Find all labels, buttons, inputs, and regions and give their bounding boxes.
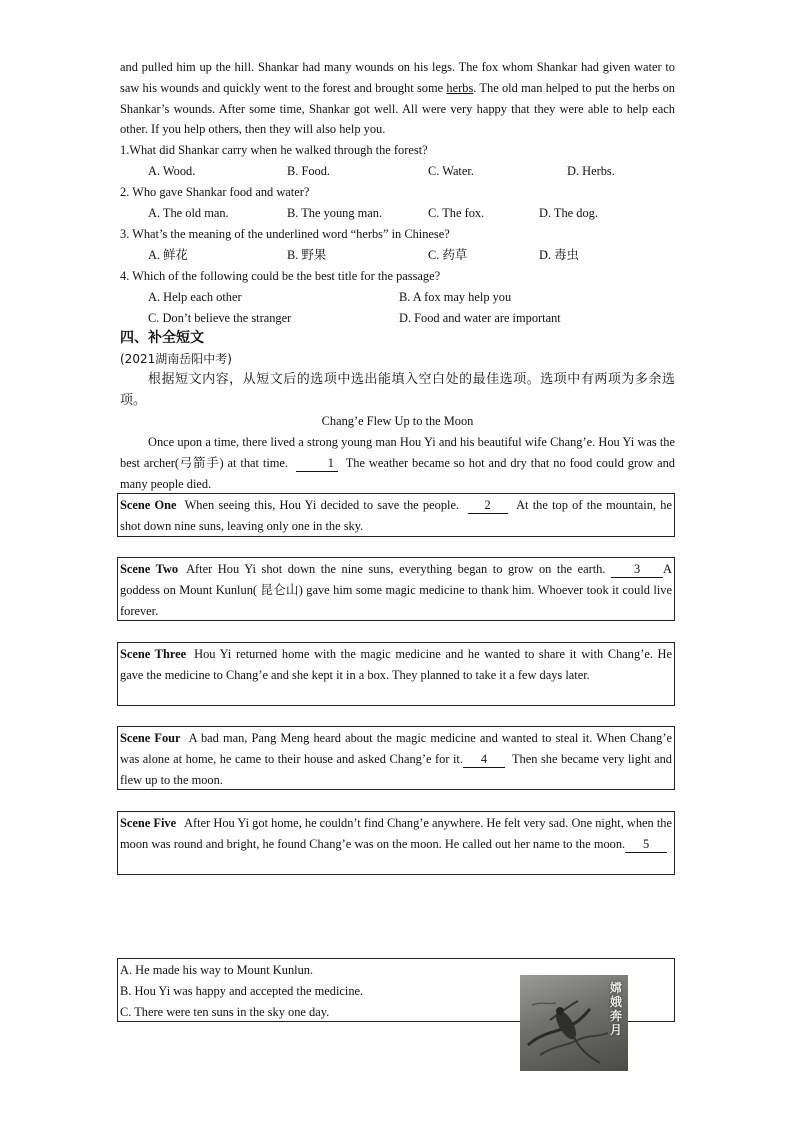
q3-option-b[interactable]: B. 野果 [287,248,327,262]
blank-4[interactable]: 4 [463,751,505,768]
story-title: Chang’e Flew Up to the Moon [321,414,474,428]
intro-text: The weather became so hot and dry that no food could grow and many people died. [120,455,675,491]
q3-option-c[interactable]: C. 药草 [428,248,468,262]
q2-option-b[interactable]: B. The young man. [287,206,383,220]
section-title: 四、补全短文 [120,330,204,346]
choice-c[interactable]: C. There were ten suns in the sky one day. [120,1004,330,1019]
scene-label: Scene Three [120,647,187,661]
blank-2[interactable]: 2 [468,497,508,514]
change-painting-image [520,975,628,1071]
q3-option-a[interactable]: A. 鲜花 [148,248,188,262]
scene-five-box [117,811,675,875]
question-2-stem: 2. Who gave Shankar food and water? [120,185,310,199]
q4-option-c[interactable]: C. Don’t believe the stranger [148,311,292,325]
q2-option-c[interactable]: C. The fox. [428,206,485,220]
scene-label: Scene Five [120,816,177,830]
scene-two-box [117,557,675,621]
scene-text: Then she became very light and flew up to the moon. [120,751,672,787]
q1-option-d[interactable]: D. Herbs. [567,164,615,178]
scene-text: At the top of the mountain, he shot down nine suns, leaving only one in the sky. [120,498,672,533]
choice-a[interactable]: A. He made his way to Mount Kunlun. [120,963,314,977]
blank-3[interactable]: 3 [611,561,663,578]
scene-text: After Hou Yi got home, he couldn’t find Chang’e anywhere. He felt very sad. One night, when the moon was round and bright, he found Chang’e was on the moon. He called out her name to the moon. [120,816,672,851]
question-3-stem: 3. What’s the meaning of the underlined word “herbs” in Chinese? [120,227,450,241]
scene-text: A goddess on Mount Kunlun( 昆仑山) gave him some magic medicine to thank him. Whoever took it could live forever. [120,562,672,618]
painting-title: 嫦娥奔月 [610,981,623,1037]
scene-text: Hou Yi returned home with the magic medicine and he wanted to share it with Chang’e. He gave the medicine to Chang’e and she kept it in a box. They planned to take it a few days later. [120,647,672,682]
q2-option-d[interactable]: D. The dog. [539,206,598,220]
q3-option-d[interactable]: D. 毒虫 [539,248,579,262]
question-1-stem: 1.What did Shankar carry when he walked through the forest? [120,143,428,157]
scene-four-box [117,726,675,790]
scene-text: A bad man, Pang Meng heard about the magic medicine and wanted to steal it. When Chang’e was alone at home, he came to their house and asked Chang’e for it. [120,731,672,766]
scene-three-box [117,642,675,706]
section-source: (2021湖南岳阳中考) [120,352,232,366]
q1-option-b[interactable]: B. Food. [287,164,331,178]
q4-option-a[interactable]: A. Help each other [148,290,242,304]
scene-label: Scene Four [120,731,181,745]
q4-option-b[interactable]: B. A fox may help you [399,290,512,304]
section-instruction: 根据短文内容，从短文后的选项中选出能填入空白处的最佳选项。选项中有两项为多余选项。 [120,372,675,408]
q4-option-d[interactable]: D. Food and water are important [399,311,561,325]
q1-option-a[interactable]: A. Wood. [148,164,196,178]
passage-text: and pulled him up the hill. Shankar had many wounds on his legs. The fox whom Shankar had given water to saw his wounds and quickly went to the forest and brought some [120,60,675,95]
q2-option-a[interactable]: A. The old man. [148,206,229,220]
scene-one-box [117,493,675,537]
question-4-stem: 4. Which of the following could be the best title for the passage? [120,269,441,283]
scene-text: When seeing this, Hou Yi decided to save the people. [184,498,460,512]
underlined-word-herbs: herbs [446,80,474,95]
passage-text: . The old man helped to put the herbs on Shankar’s wounds. After some time, Shankar got well. All were very happy that they were able to help each other. If you help others, then they will also help you. [120,80,675,137]
scene-label: Scene One [120,498,177,512]
q1-option-c[interactable]: C. Water. [428,164,474,178]
passage-ending [120,57,675,140]
scene-text: After Hou Yi shot down the nine suns, everything began to grow on the earth. [186,562,606,576]
choice-b[interactable]: B. Hou Yi was happy and accepted the medicine. [120,983,364,998]
blank-5[interactable]: 5 [625,836,667,853]
blank-1[interactable]: 1 [296,455,338,472]
intro-text: Once upon a time, there lived a strong young man Hou Yi and his beautiful wife Chang’e. Hou Yi was the best archer(弓箭手) at that time. [120,435,675,470]
story-intro [120,432,675,494]
scene-label: Scene Two [120,562,179,576]
